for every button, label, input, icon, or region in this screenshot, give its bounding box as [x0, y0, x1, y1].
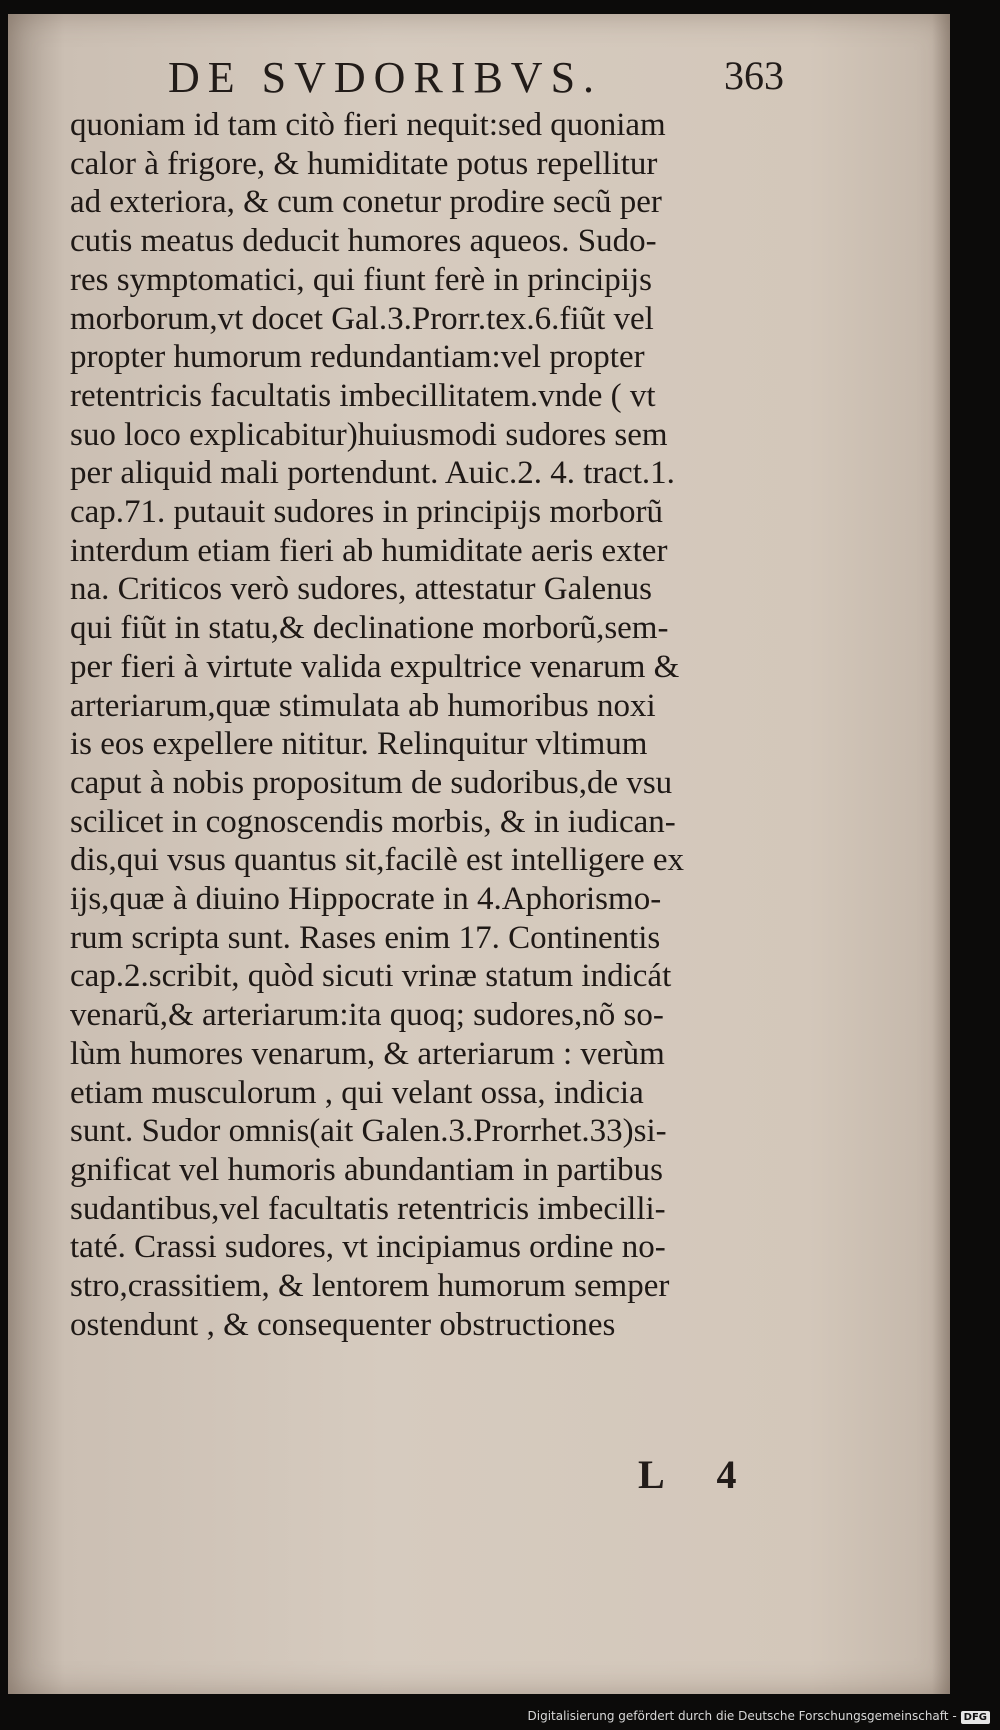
text-line: rum scripta sunt. Rases enim 17. Continentis: [70, 919, 661, 956]
body-text: [70, 106, 870, 1345]
running-head: DE SVDORIBVS.: [168, 53, 603, 102]
text-line: na. Criticos verò sudores, attestatur Galenus: [70, 571, 652, 608]
text-line: ostendunt , & consequenter obstructiones: [70, 1306, 616, 1343]
text-line: cap.71. putauit sudores in principijs morborũ: [70, 494, 663, 531]
text-line: calor à frigore, & humiditate potus repellitur: [70, 145, 658, 182]
text-line: per fieri à virtute valida expultrice venarum &: [70, 648, 680, 685]
text-line: morborum,vt docet Gal.3.Prorr.tex.6.fiũt vel: [70, 300, 654, 337]
text-line: venarũ,& arteriarum:ita quoq; sudores,nõ so-: [70, 997, 664, 1034]
dfg-logo: DFG: [961, 1711, 990, 1724]
text-line: qui fiũt in statu,& declinatione morborũ,sem-: [70, 610, 669, 647]
text-line: lùm humores venarum, & arteriarum : verùm: [70, 1035, 665, 1072]
text-line: retentricis facultatis imbecillitatem.vnde ( vt: [70, 377, 656, 414]
text-line: interdum etiam fieri ab humiditate aeris exter: [70, 532, 668, 569]
text-line: caput à nobis propositum de sudoribus,de vsu: [70, 764, 673, 801]
text-line: cap.2.scribit, quòd sicuti vrinæ statum indicát: [70, 958, 672, 995]
page-edge-shadow: [932, 14, 950, 1694]
text-line: per aliquid mali portendunt. Auic.2. 4. tract.1.: [70, 455, 675, 492]
text-line: sudantibus,vel facultatis retentricis imbecilli-: [70, 1190, 666, 1227]
text-line: gnificat vel humoris abundantiam in partibus: [70, 1151, 663, 1188]
text-line: taté. Crassi sudores, vt incipiamus ordine no-: [70, 1229, 666, 1266]
text-line: arteriarum,quæ stimulata ab humoribus noxi: [70, 687, 656, 724]
text-line: stro,crassitiem, & lentorem humorum semper: [70, 1268, 670, 1305]
text-line: dis,qui vsus quantus sit,facilè est intelligere ex: [70, 842, 685, 879]
text-line: ad exteriora, & cum conetur prodire secũ per: [70, 184, 662, 221]
book-page: [8, 14, 950, 1694]
signature-mark: L 4: [638, 1452, 759, 1497]
text-line: propter humorum redundantiam:vel propter: [70, 339, 645, 376]
text-line: res symptomatici, qui fiunt ferè in principijs: [70, 261, 652, 298]
text-line: scilicet in cognoscendis morbis, & in iudican-: [70, 803, 676, 840]
text-line: sunt. Sudor omnis(ait Galen.3.Prorrhet.33)si-: [70, 1113, 667, 1150]
text-line: ijs,quæ à diuino Hippocrate in 4.Aphorismo-: [70, 881, 662, 918]
text-line: cutis meatus deducit humores aqueos. Sudo-: [70, 223, 657, 260]
page-number: 363: [724, 53, 784, 98]
text-line: is eos expellere nititur. Relinquitur vltimum: [70, 726, 648, 763]
text-line: quoniam id tam citò fieri nequit:sed quoniam: [70, 107, 666, 143]
credit-text: Digitalisierung gefördert durch die Deutsche Forschungsgemeinschaft -: [527, 1709, 957, 1723]
text-line: etiam musculorum , qui velant ossa, indicia: [70, 1074, 644, 1111]
digitization-credit: [528, 1709, 991, 1724]
text-line: suo loco explicabitur)huiusmodi sudores sem: [70, 416, 668, 453]
